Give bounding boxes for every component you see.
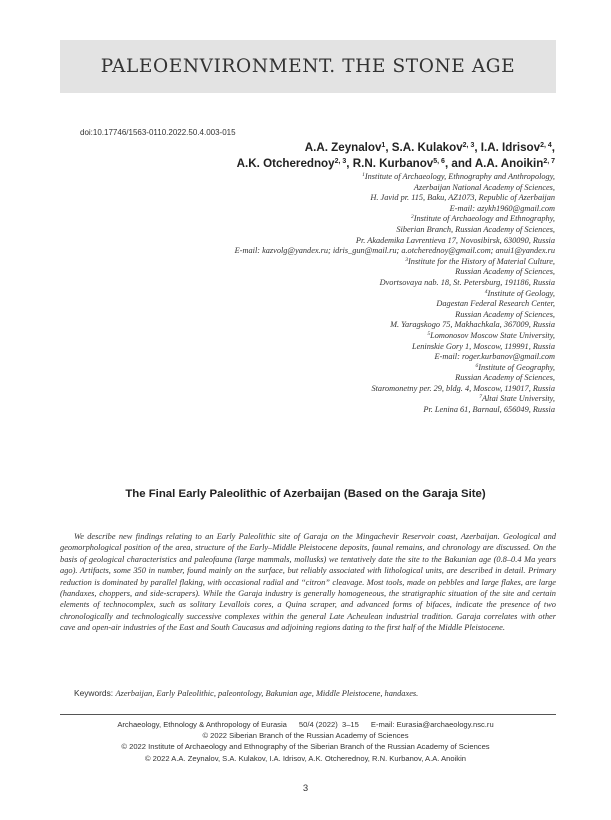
affiliation-line	[35, 352, 555, 363]
journal-footer	[0, 719, 611, 764]
affiliation-text: E-mail: kazvolg@yandex.ru; idris_gun@mail.ru; a.otcherednoy@gmail.com; anui1@yandex.ru	[234, 246, 555, 256]
affiliation-text: Leninskie Gory 1, Moscow, 119991, Russia	[411, 341, 555, 351]
affiliation-number: 3	[405, 256, 409, 263]
page-number: 3	[302, 783, 309, 794]
affiliation-line	[35, 214, 555, 225]
author-name: A.K. Otcherednoy	[236, 157, 335, 170]
author-affiliation-ref: 2, 4	[540, 142, 552, 149]
affiliation-line	[35, 331, 555, 342]
author-separator: ,	[385, 141, 392, 154]
affiliation-line	[35, 193, 555, 204]
article-title: The Final Early Paleolithic of Azerbaijan (Based on the Garaja Site)	[125, 488, 486, 500]
affiliation-number: 5	[427, 330, 431, 337]
affiliation-line	[35, 342, 555, 353]
author-line	[237, 156, 555, 172]
author-name: S.A. Kulakov	[391, 141, 463, 154]
affiliation-line	[35, 236, 555, 247]
affiliation-line	[35, 267, 555, 278]
affiliation-text: Dvortsovaya nab. 18, St. Petersburg, 191186, Russia	[379, 277, 555, 287]
affiliation-line	[35, 225, 555, 236]
abstract: We describe new findings relating to an Early Paleolithic site of Garaja on the Mingachevir Reservoir coast, Azerbaijan. Geological and geomorphological position of the area, structure of the Early–Middle Pleistocene deposits, faunal remains, and chronology are discussed. On the basis of geological characteristics and paleofauna (large mammals, mollusks) we tentatively date the site to the Bakunian age (0.8–0.4 Ma years ago). Artifacts, some 350 in number, found mainly on the surface, but reliably associated with lithological units, are described in detail. Primary reduction is dominated by parallel flaking, with occasional radial and “citron” cleavage. Most tools, made on pebbles and large flakes, are large (handaxes, choppers, and side-scrapers). While the Garaja industry is generally homogeneous, the stratigraphic situation of the site and certain elements of technocomplex, such as solitary Levallois cores, a Quina scraper, and advanced forms of bifaces, indicate the presence of two chronologically and technologically successive complexes within the general Late Acheulean industrial tradition. Garaja correlates with other cave and open-air industries of the East and South Caucasus and adjoining regions dating to the first half of the Middle Pleistocene.	[60, 532, 556, 633]
keywords-label: Keywords:	[74, 688, 114, 698]
affiliations	[35, 172, 555, 416]
affiliation-line	[35, 246, 555, 257]
affiliation-line	[35, 405, 555, 416]
author-separator: ,	[346, 157, 353, 170]
affiliation-number: 1	[362, 172, 365, 178]
author-separator: ,	[474, 141, 481, 154]
copyright-line: © 2022 Siberian Branch of the Russian Academy of Sciences	[202, 731, 409, 741]
affiliation-line	[35, 289, 555, 300]
affiliation-number: 4	[484, 288, 488, 295]
journal-line	[0, 719, 611, 730]
doi[interactable]: doi:10.17746/1563-0110.2022.50.4.003-015	[80, 128, 236, 137]
author-affiliation-ref: 2, 7	[543, 158, 555, 165]
journal-pages: 3–15	[341, 720, 359, 729]
affiliation-text: H. Javid pr. 115, Baku, AZ1073, Republic of Azerbaijan	[370, 193, 555, 203]
section-banner	[60, 40, 556, 93]
keywords-list: Azerbaijan, Early Paleolithic, paleontology, Bakunian age, Middle Pleistocene, handaxes.	[115, 689, 419, 698]
author-name: A.A. Zeynalov	[304, 141, 382, 154]
affiliation-text: Pr. Lenina 61, Barnaul, 656049, Russia	[423, 405, 555, 415]
copyright-line: © 2022 A.A. Zeynalov, S.A. Kulakov, I.A. Idrisov, A.K. Otcherednoy, R.N. Kurbanov, A.A. Anoikin	[144, 753, 467, 763]
affiliation-line	[35, 320, 555, 331]
affiliation-text: M. Yaragskogo 75, Makhachkala, 367009, Russia	[390, 320, 555, 330]
affiliation-line	[35, 257, 555, 268]
author-line	[237, 140, 555, 156]
affiliation-text: Azerbaijan National Academy of Sciences,	[413, 182, 555, 192]
affiliation-text: Altai State University,	[481, 394, 555, 404]
affiliation-line	[35, 394, 555, 405]
keywords	[74, 688, 418, 698]
affiliation-text: Staromonetny per. 29, bldg. 4, Moscow, 119017, Russia	[371, 383, 555, 393]
affiliation-text: Institute for the History of Material Culture,	[408, 256, 555, 266]
author-name: A.A. Anoikin	[474, 157, 544, 170]
affiliation-line	[35, 373, 555, 384]
affiliation-number: 7	[479, 394, 482, 401]
affiliation-text: Lomonosov Moscow State University,	[430, 330, 555, 340]
journal-email[interactable]: E-mail: Eurasia@archaeology.nsc.ru	[370, 720, 494, 729]
affiliation-text: E-mail: azykh1960@gmail.com	[449, 203, 555, 213]
footer-divider	[60, 714, 556, 715]
journal-issue: 50/4 (2022)	[298, 720, 338, 729]
affiliation-line	[35, 299, 555, 310]
affiliation-line	[35, 172, 555, 183]
affiliation-text: Pr. Akademika Lavrentieva 17, Novosibirsk, 630090, Russia	[355, 235, 555, 245]
author-affiliation-ref: 2, 3	[334, 158, 347, 165]
affiliation-text: Russian Academy of Sciences,	[455, 373, 555, 383]
affiliation-text: Russian Academy of Sciences,	[455, 309, 555, 319]
affiliation-line	[35, 183, 555, 194]
affiliation-text: Institute of Geography,	[478, 362, 555, 372]
author-separator: , and	[444, 157, 475, 170]
affiliation-number: 6	[475, 362, 479, 369]
affiliation-text: Russian Academy of Sciences,	[455, 267, 555, 277]
affiliation-line	[35, 204, 555, 215]
journal-name: Archaeology, Ethnology & Anthropology of Eurasia	[117, 720, 287, 729]
affiliation-line	[35, 363, 555, 374]
affiliation-text: Institute of Archaeology and Ethnography,	[413, 214, 555, 224]
author-list	[237, 140, 555, 172]
author-affiliation-ref: 5, 6	[433, 158, 445, 165]
author-affiliation-ref: 1	[381, 142, 386, 149]
affiliation-text: Dagestan Federal Research Center,	[436, 299, 555, 309]
author-affiliation-ref: 2, 3	[462, 142, 475, 149]
affiliation-line	[35, 384, 555, 395]
affiliation-text: Siberian Branch, Russian Academy of Sciences,	[396, 224, 555, 234]
affiliation-line	[35, 278, 555, 289]
affiliation-text: Institute of Archaeology, Ethnography and Anthropology,	[364, 172, 555, 181]
affiliation-line	[35, 310, 555, 321]
affiliation-text: E-mail: roger.kurbanov@gmail.com	[434, 352, 555, 362]
affiliation-number: 2	[410, 214, 414, 221]
affiliation-text: Institute of Geology,	[487, 288, 555, 298]
author-separator: ,	[551, 141, 555, 154]
section-title: PALEOENVIRONMENT. THE STONE AGE	[100, 56, 516, 77]
author-name: R.N. Kurbanov	[352, 157, 434, 170]
author-name: I.A. Idrisov	[480, 141, 541, 154]
copyright-line: © 2022 Institute of Archaeology and Ethnography of the Siberian Branch of the Russian Academy of Sciences	[121, 742, 490, 752]
